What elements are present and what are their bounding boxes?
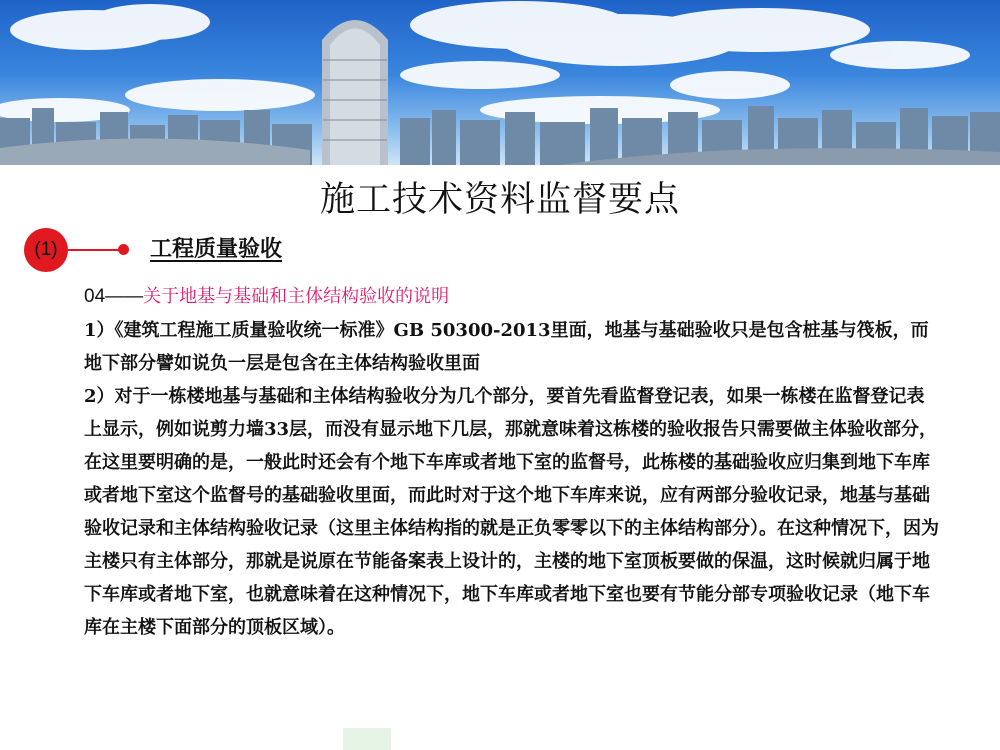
page-title: 施工技术资料监督要点 <box>319 180 680 220</box>
footer-decoration <box>343 728 391 750</box>
skyline-illustration <box>0 0 1000 165</box>
body-text <box>84 314 940 644</box>
section-connector-line <box>68 249 120 251</box>
section-number-badge: (1) <box>24 228 68 272</box>
subheading-text: 关于地基与基础和主体结构验收的说明 <box>143 286 450 307</box>
paragraph-2: 2）对于一栋楼地基与基础和主体结构验收分为几个部分，要首先看监督登记表，如果一栋楼在监督登记表上显示，例如说剪力墙33层，而没有显示地下几层，那就意味着这栋楼的验收报告只需要做主体验收部分，在这里要明确的是，一般此时还会有个地下车库或者地下室的监督号，此栋楼的基础验收应归集到地下车库或者地下室这个监督号的基础验收里面，而此时对于这个地下车库来说，应有两部分验收记录，地基与基础验收记录和主体结构验收记录（这里主体结构指的就是正负零零以下的主体结构部分）。在这种情况下，因为主楼只有主体部分，那就是说原在节能备案表上设计的，主楼的地下室顶板要做的保温，这时候就归属于地下车库或者地下室，也就意味着在这种情况下，地下车库或者地下室也要有节能分部专项验收记录（地下车库在主楼下面部分的顶板区域）。 <box>84 386 939 638</box>
subheading-prefix: 04—— <box>84 286 144 307</box>
section-heading: 工程质量验收 <box>150 237 283 262</box>
section-bullet-dot <box>118 244 129 255</box>
paragraph-1: 1）《建筑工程施工质量验收统一标准》GB 50300-2013里面，地基与基础验收只是包含桩基与筏板，而地下部分譬如说负一层是包含在主体结构验收里面 <box>84 320 929 374</box>
banner-image <box>0 0 1000 165</box>
subheading <box>84 282 449 308</box>
